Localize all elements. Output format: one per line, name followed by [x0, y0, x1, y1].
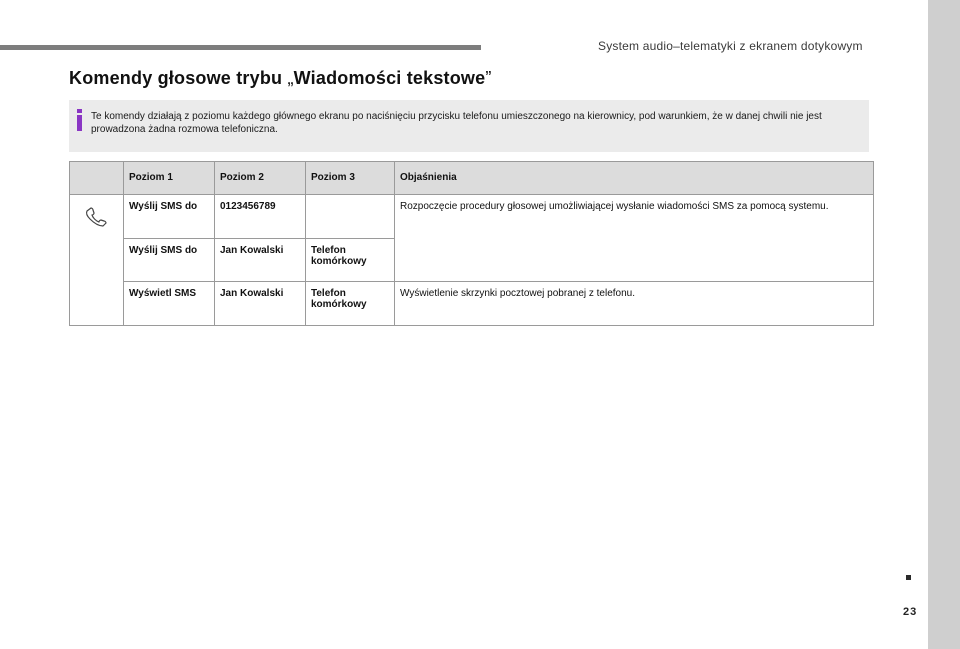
info-icon: [75, 109, 85, 131]
phone-icon-cell: [70, 195, 124, 326]
cell-level-1: Wyślij SMS do: [124, 239, 215, 282]
cell-level-3: [306, 195, 395, 239]
cell-level-3: Telefon komórkowy: [306, 239, 395, 282]
title-prefix: Komendy głosowe trybu: [69, 68, 288, 88]
header-level-2: Poziom 2: [215, 162, 306, 195]
header-rule: [0, 45, 481, 50]
table-header-row: [70, 162, 874, 195]
info-text: Te komendy działają z poziomu każdego głównego ekranu po naciśnięciu przycisku telefonu umieszczonego na kierownicy, pod warunkiem, że w danej chwili nie jest prowadzona żadna rozmowa telefoniczna.: [91, 111, 822, 135]
page-end-mark: [906, 575, 911, 580]
table-row: [70, 195, 874, 239]
cell-level-2: Jan Kowalski: [215, 282, 306, 326]
header-icon-column: [70, 162, 124, 195]
section-header: System audio–telematyki z ekranem dotykowym: [598, 39, 863, 53]
header-explanation: Objaśnienia: [395, 162, 874, 195]
cell-level-3: Telefon komórkowy: [306, 282, 395, 326]
page-title: [69, 68, 492, 89]
table-row: [70, 282, 874, 326]
header-level-3: Poziom 3: [306, 162, 395, 195]
cell-level-1: Wyślij SMS do: [124, 195, 215, 239]
page-side-strip: [928, 0, 960, 649]
voice-command-table: [69, 161, 874, 326]
cell-level-2: Jan Kowalski: [215, 239, 306, 282]
header-level-1: Poziom 1: [124, 162, 215, 195]
cell-explanation: Rozpoczęcie procedury głosowej umożliwiającej wysłanie wiadomości SMS za pomocą systemu.: [395, 195, 874, 282]
title-close-quote: ”: [485, 68, 492, 88]
cell-explanation: Wyświetlenie skrzynki pocztowej pobranej z telefonu.: [395, 282, 874, 326]
phone-handset-icon: [84, 207, 110, 229]
title-mode-name: Wiadomości tekstowe: [293, 68, 486, 88]
page-number: 23: [903, 606, 918, 618]
title-open-quote: „: [287, 68, 294, 88]
cell-level-1: Wyświetl SMS: [124, 282, 215, 326]
cell-level-2: 0123456789: [215, 195, 306, 239]
